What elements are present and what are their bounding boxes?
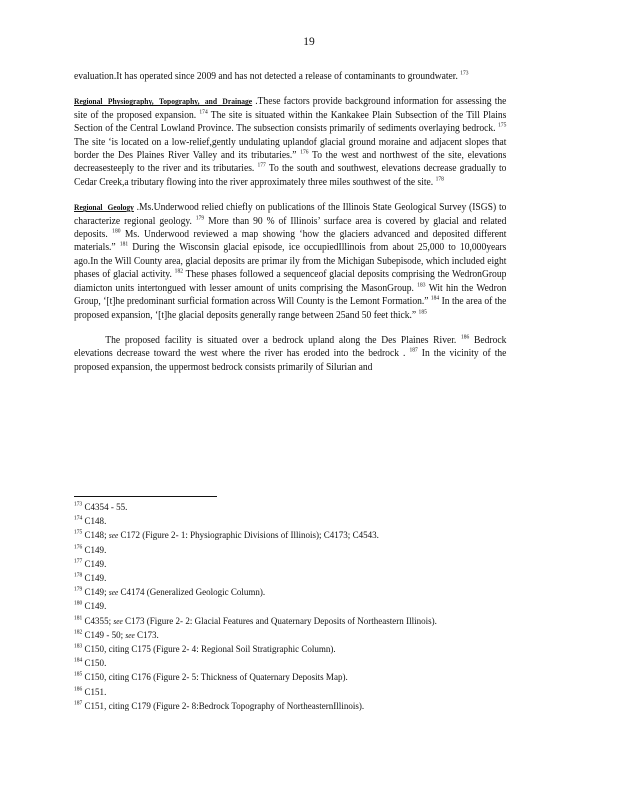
footnote-number: 174 xyxy=(74,515,83,522)
footnote-number: 181 xyxy=(74,615,83,622)
citation-signal: see xyxy=(108,588,119,598)
footnote xyxy=(74,629,534,643)
footnote-number: 183 xyxy=(74,643,83,650)
footnote-reference: 176 xyxy=(300,149,309,156)
footnote-text: C149. xyxy=(82,558,107,570)
footnote-number: 187 xyxy=(74,700,83,707)
footnote-reference: 178 xyxy=(435,176,444,183)
paragraph-text: .Ms.Underwood relied chiefly on publications of the Illinois State Geological Survey (ISGS) to characterize regional geology. xyxy=(74,202,507,227)
footnote-number: 182 xyxy=(74,629,83,636)
footnote xyxy=(74,615,534,629)
footnote-divider xyxy=(74,496,217,497)
paragraph-text: These phases followed a sequenceof glacial deposits comprising the WedronGroup diamicton units intertongued with lesser amount of units comprising the MasonGroup. xyxy=(74,269,507,294)
footnote-text: C150, citing C176 (Figure 2- 5: Thickness of Quaternary Deposits Map). xyxy=(82,672,348,684)
paragraph-text: Wit hin the Wedron Group, ‘[t]he predominant surficial formation across Will County is the Lemont Formation.” xyxy=(74,282,507,308)
footnote xyxy=(74,501,534,515)
footnote-reference: 179 xyxy=(195,215,205,222)
footnote-reference: 182 xyxy=(174,268,183,275)
paragraph-text: The proposed facility is situated over a bedrock upland along the Des Plaines River. xyxy=(105,334,462,346)
citation-signal: see xyxy=(125,630,135,640)
footnote-number: 175 xyxy=(74,530,83,537)
page-number: 19 xyxy=(303,36,315,48)
footnote xyxy=(74,700,534,714)
footnotes-section xyxy=(74,501,534,714)
paragraph-text: The site is situated within the Kankakee Plain Subsection of the Till Plains Section of the Central Lowland Province. The subsection consists primarily of sediments overlaying bedrock. xyxy=(74,109,507,135)
footnote xyxy=(74,586,534,600)
footnote-text: C148; xyxy=(82,530,109,542)
paragraph-text: In the area of the proposed expansion, ‘[t]he glacial deposits generally range between 25and 50 feet thick.” xyxy=(74,296,507,321)
footnote-text: C4174 (Generalized Geologic Column). xyxy=(118,587,266,599)
body-paragraph xyxy=(74,70,506,83)
footnote-text: C4354 - 55. xyxy=(82,502,128,513)
paragraph-text: Ms. Underwood reviewed a map showing ‘how the glaciers advanced and deposited different materials.” xyxy=(74,229,507,254)
footnote xyxy=(74,544,534,558)
footnote xyxy=(74,671,534,685)
footnote-text: C173 (Figure 2- 2: Glacial Features and Quaternary Deposits of Northeastern Illinois). xyxy=(122,615,437,627)
footnote-number: 179 xyxy=(74,586,83,593)
footnote-text: C151, citing C179 (Figure 2- 8:Bedrock Topography of NortheasternIllinois). xyxy=(82,700,365,712)
body-paragraph xyxy=(74,334,506,374)
footnote-text: C149. xyxy=(82,601,107,613)
footnote-text: C149. xyxy=(82,544,107,556)
footnote-reference: 186 xyxy=(461,334,470,341)
footnote xyxy=(74,686,534,700)
footnote-text: C173. xyxy=(134,629,159,641)
citation-signal: see xyxy=(113,616,123,626)
footnote-reference: 173 xyxy=(460,70,469,77)
paragraph-text: To the south and southwest, elevations decrease gradually to Cedar Creek,a tributary flowing into the river approximately three miles southwest of the site. xyxy=(74,163,507,188)
footnote-reference: 184 xyxy=(430,295,440,302)
body-paragraph xyxy=(74,95,506,189)
footnote-text: C151. xyxy=(82,686,107,698)
footnote xyxy=(74,572,534,586)
paragraph-text: evaluation.It has operated since 2009 and has not detected a release of contaminants to groundwater. xyxy=(74,71,461,82)
paragraph-text: To the west and northwest of the site, elevations decreasesteeply to the river and its tributaries. xyxy=(74,150,507,175)
footnote-text: C149; xyxy=(82,587,109,599)
footnote xyxy=(74,515,534,529)
footnote-text: C149 - 50; xyxy=(82,629,126,641)
footnote-text: C150, citing C175 (Figure 2- 4: Regional Soil Stratigraphic Column). xyxy=(82,644,336,656)
footnote-reference: 187 xyxy=(409,347,418,354)
paragraph-text: The site ‘is located on a low-relief,gently undulating uplandof glacial ground moraine and adjacent slopes that border the Des Plaines River Valley and its tributaries.” xyxy=(74,136,507,162)
body-paragraph xyxy=(74,201,506,322)
footnote xyxy=(74,558,534,572)
footnote-number: 180 xyxy=(74,601,83,608)
footnote-reference: 185 xyxy=(418,309,427,316)
footnote-reference: 175 xyxy=(498,122,507,129)
section-heading: Regional Physiography, Topography, and Drainage xyxy=(74,97,253,107)
footnote-reference: 177 xyxy=(257,162,266,169)
footnote-reference: 180 xyxy=(112,228,121,235)
footnote-text: C150. xyxy=(82,658,107,670)
footnote-number: 176 xyxy=(74,544,83,551)
paragraph-text: More than 90 % of Illinois’ surface area is covered by glacial and related deposits. xyxy=(74,215,507,241)
paragraph-text: Bedrock elevations decrease toward the west where the river has eroded into the bedrock . xyxy=(74,334,507,360)
paragraph-text: In the vicinity of the proposed expansion, the uppermost bedrock consists primarily of Silurian and xyxy=(74,348,507,373)
footnote-number: 184 xyxy=(74,657,83,664)
footnote-reference: 174 xyxy=(199,109,208,116)
footnote-number: 185 xyxy=(74,672,83,679)
paragraph-text: During the Wisconsin glacial episode, ice occupiedIllinois from about 25,000 to 10,000years ago.In the Will County area, glacial deposits are primar ily from the Michigan Subepisode, which included eight phases of glacial activity. xyxy=(74,242,507,281)
footnote xyxy=(74,529,534,543)
footnote xyxy=(74,657,534,671)
footnote-text: C148. xyxy=(82,516,107,528)
footnote xyxy=(74,643,534,657)
footnote-number: 177 xyxy=(74,558,83,565)
footnote-text: C149. xyxy=(82,573,107,585)
footnote-reference: 181 xyxy=(119,242,129,248)
footnote-number: 178 xyxy=(74,572,83,579)
footnote-number: 173 xyxy=(74,501,83,508)
footnote xyxy=(74,600,534,614)
section-heading: Regional Geology xyxy=(74,203,134,213)
citation-signal: see xyxy=(108,531,119,541)
footnote-number: 186 xyxy=(74,686,83,693)
footnote-text: C172 (Figure 2- 1: Physiographic Divisions of Illinois); C4173; C4543. xyxy=(118,530,379,542)
footnote-text: C4355; xyxy=(82,615,114,627)
paragraph-text: .These factors provide background information for assessing the site of the proposed expansion. xyxy=(74,96,507,121)
body-text xyxy=(74,70,506,386)
footnote-reference: 183 xyxy=(417,282,426,289)
